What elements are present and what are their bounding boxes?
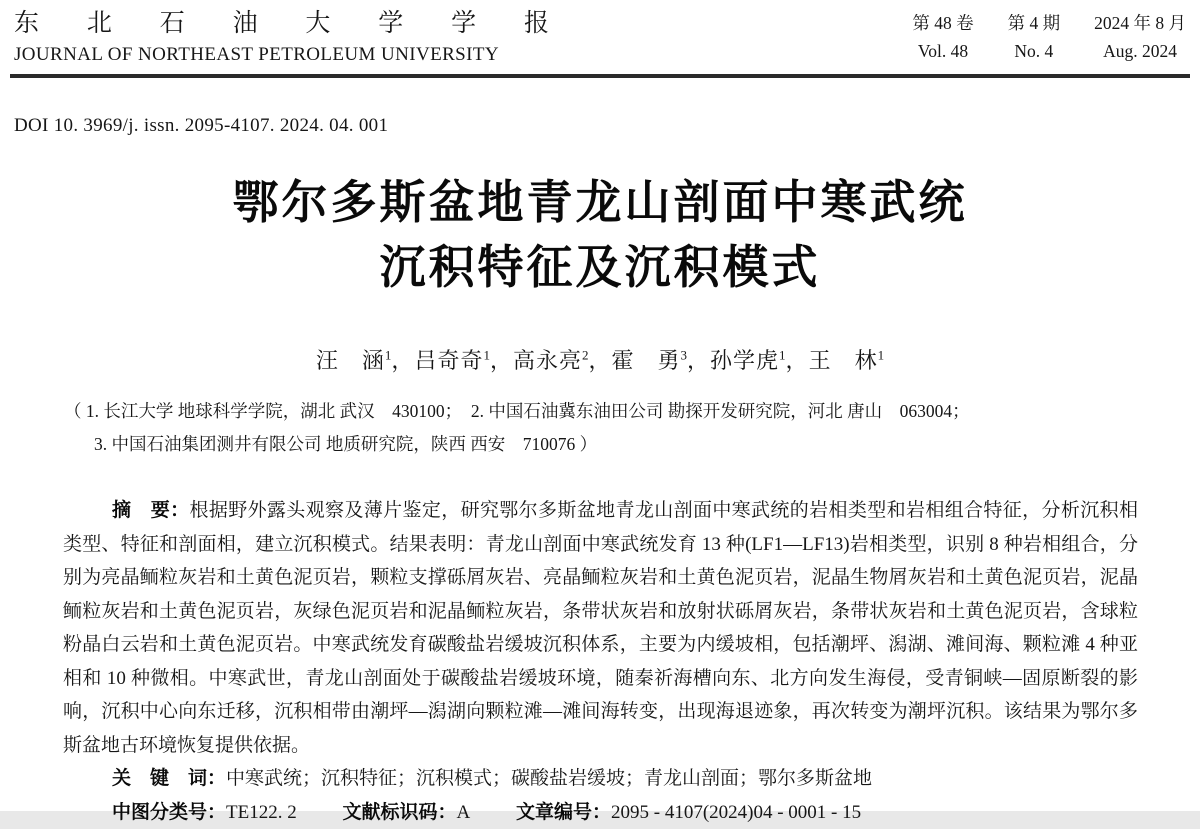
issue-cn: 第 4 期 [1008,11,1061,36]
article-title-line2: 沉积特征及沉积模式 [0,235,1200,300]
volume-cn: 第 48 卷 [912,11,973,36]
doc-code-group [342,802,470,823]
date-cn: 2024 年 8 月 [1094,11,1186,36]
article-no-label: 文章编号： [516,801,611,823]
author: 孙学虎$^1$ [710,348,786,373]
article-no-value: 2095 - 4107(2024)04 - 0001 - 15 [611,802,861,823]
article-title-line1: 鄂尔多斯盆地青龙山剖面中寒武统 [0,170,1200,235]
author: 吕奇奇$^1$ [414,348,490,373]
author: 汪 涵$^1$ [316,348,392,373]
author-separator: ， [588,348,611,373]
masthead-left [14,9,554,67]
author: 高永亮$^2$ [513,348,589,373]
abstract-label: 摘 要： [112,499,189,521]
doc-code-label: 文献标识码： [342,801,456,823]
clc-value: TE122. 2 [226,802,297,823]
affiliation-line2: 3. 中国石油集团测井有限公司 地质研究院，陕西 西安 710076 ） [64,428,1140,461]
masthead-divider-rule [10,74,1190,78]
author: 王 林$^1$ [809,348,885,373]
keywords-line [63,762,1138,796]
abstract-text: 根据野外露头观察及薄片鉴定，研究鄂尔多斯盆地青龙山剖面中寒武统的岩相类型和岩相组合特征，分析沉积相类型、特征和剖面相，建立沉积模式。结果表明：青龙山剖面中寒武统发育 13 种(LF1—LF13)岩相类型，识别 8 种岩相组合，分别为亮晶鲕粒灰岩和土黄色泥页岩，颗粒支撑砾屑灰岩、亮晶鲕粒灰岩和土黄色泥页岩，泥晶生物屑灰岩和土黄色泥页岩，泥晶鲕粒灰岩和土黄色泥页岩，灰绿色泥页岩和泥晶鲕粒灰岩，条带状灰岩和放射状砾屑灰岩，条带状灰岩和土黄色泥页岩，含球粒粉晶白云岩和土黄色泥页岩。中寒武统发育碳酸盐岩缓坡沉积体系，主要为内缓坡相，包括潮坪、潟湖、滩间海、颗粒滩 4 种亚相和 10 种微相。中寒武世，青龙山剖面处于碳酸盐岩缓坡环境，随秦祈海槽向东、北方向发生海侵，受青铜峡—固原断裂的影响，沉积中心向东迁移，沉积相带由潮坪—潟湖向颗粒滩—滩间海转变，出现海退迹象，再次转变为潮坪沉积。该结果为鄂尔多斯盆地古环境恢复提供依据。 [63,500,1138,756]
clc-group [112,802,297,823]
journal-masthead [0,0,1200,67]
author-separator: ， [687,348,710,373]
article-no-group [516,802,861,823]
journal-name-cn: 东北石油大学学报 [14,9,549,39]
author-affiliation-superscript: 1 [385,348,392,363]
author-affiliation-superscript: 1 [483,348,490,363]
author-affiliation-superscript: 2 [582,348,589,363]
abstract-paragraph [63,494,1138,762]
clc-label: 中图分类号： [112,801,226,823]
author: 霍 勇$^3$ [612,348,688,373]
author-affiliation-superscript: 1 [779,348,786,363]
author-separator: ， [490,348,513,373]
journal-name-en: JOURNAL OF NORTHEAST PETROLEUM UNIVERSITY [14,43,554,67]
authors-line [0,344,1200,375]
doc-code-value: A [457,802,471,823]
affiliations [0,395,1200,461]
keywords-text: 中寒武统；沉积特征；沉积模式；碳酸盐岩缓坡；青龙山剖面；鄂尔多斯盆地 [226,768,872,789]
volume-en: Vol. 48 [912,39,973,64]
affiliation-line1: （ 1. 长江大学 地球科学学院，湖北 武汉 430100； 2. 中国石油冀东油田公司 勘探开发研究院，河北 唐山 063004； [64,395,1140,428]
author-affiliation-superscript: 3 [681,348,688,363]
article-title [0,170,1200,300]
masthead-right [912,9,1186,64]
classification-line [63,796,1138,829]
doi-line: DOI 10. 3969/j. issn. 2095-4107. 2024. 04. 001 [14,115,1200,137]
author-separator: ， [786,348,809,373]
issue-en: No. 4 [1008,39,1061,64]
date-en: Aug. 2024 [1094,39,1186,64]
author-affiliation-superscript: 1 [878,348,885,363]
keywords-label: 关 键 词： [112,767,226,789]
author-separator: ， [391,348,414,373]
